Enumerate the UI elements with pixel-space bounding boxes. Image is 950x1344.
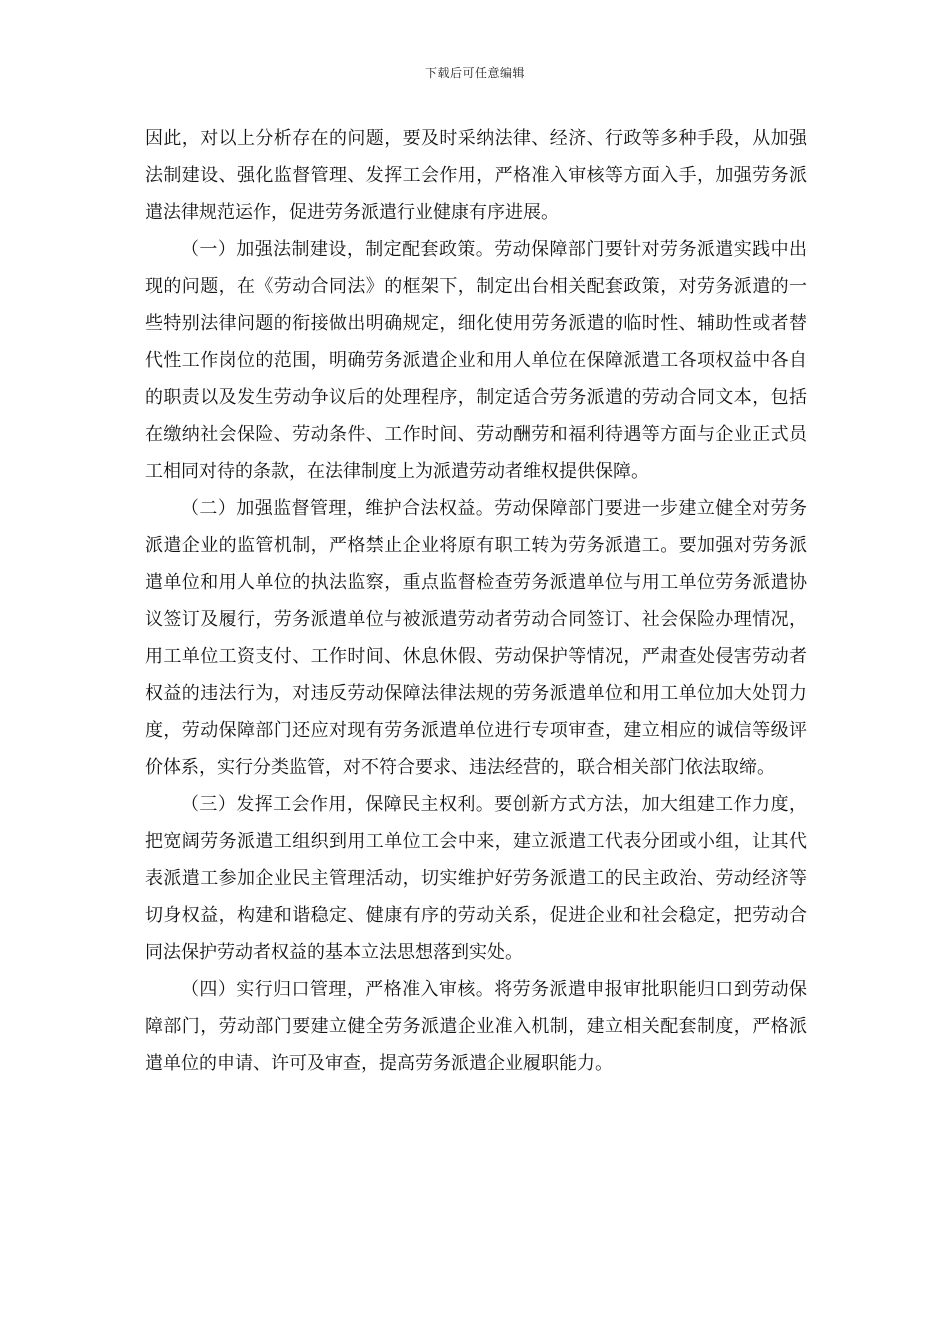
document-body xyxy=(145,120,807,1082)
paragraph-section-3: （三）发挥工会作用，保障民主权利。要创新方式方法，加大组建工作力度，把宽阔劳务派遣工组织到用工单位工会中来，建立派遣工代表分团或小组，让其代表派遣工参加企业民主管理活动，切实维护好劳务派遣工的民主政治、劳动经济等切身权益，构建和谐稳定、健康有序的劳动关系，促进企业和社会稳定，把劳动合同法保护劳动者权益的基本立法思想落到实处。 xyxy=(145,794,807,963)
paragraph-intro: 因此，对以上分析存在的问题，要及时采纳法律、经济、行政等多种手段，从加强法制建设、强化监督管理、发挥工会作用，严格准入审核等方面入手，加强劳务派遣法律规范运作，促进劳务派遣行业健康有序进展。 xyxy=(145,128,807,223)
paragraph-section-4: （四）实行归口管理，严格准入审核。将劳务派遣申报审批职能归口到劳动保障部门，劳动部门要建立健全劳务派遣企业准入机制，建立相关配套制度，严格派遣单位的申请、许可及审查，提高劳务派遣企业履职能力。 xyxy=(145,979,807,1074)
header-note: 下载后可任意编辑 xyxy=(424,66,525,80)
paragraph-section-1: （一）加强法制建设，制定配套政策。劳动保障部门要针对劳务派遣实践中出现的问题，在《劳动合同法》的框架下，制定出台相关配套政策，对劳务派遣的一些特别法律问题的衔接做出明确规定，细化使用劳务派遣的临时性、辅助性或者替代性工作岗位的范围，明确劳务派遣企业和用人单位在保障派遣工各项权益中各自的职责以及发生劳动争议后的处理程序，制定适合劳务派遣的劳动合同文本，包括在缴纳社会保险、劳动条件、工作时间、劳动酬劳和福利待遇等方面与企业正式员工相同对待的条款，在法律制度上为派遣劳动者维权提供保障。 xyxy=(145,239,807,482)
paragraph-section-2: （二）加强监督管理，维护合法权益。劳动保障部门要进一步建立健全对劳务派遣企业的监管机制，严格禁止企业将原有职工转为劳务派遣工。要加强对劳务派遣单位和用人单位的执法监察，重点监督检查劳务派遣单位与用工单位劳务派遣协议签订及履行，劳务派遣单位与被派遣劳动者劳动合同签订、社会保险办理情况，用工单位工资支付、工作时间、休息休假、劳动保护等情况，严肃查处侵害劳动者权益的违法行为，对违反劳动保障法律法规的劳务派遣单位和用工单位加大处罚力度，劳动保障部门还应对现有劳务派遣单位进行专项审查，建立相应的诚信等级评价体系，实行分类监管，对不符合要求、违法经营的，联合相关部门依法取缔。 xyxy=(145,498,807,778)
